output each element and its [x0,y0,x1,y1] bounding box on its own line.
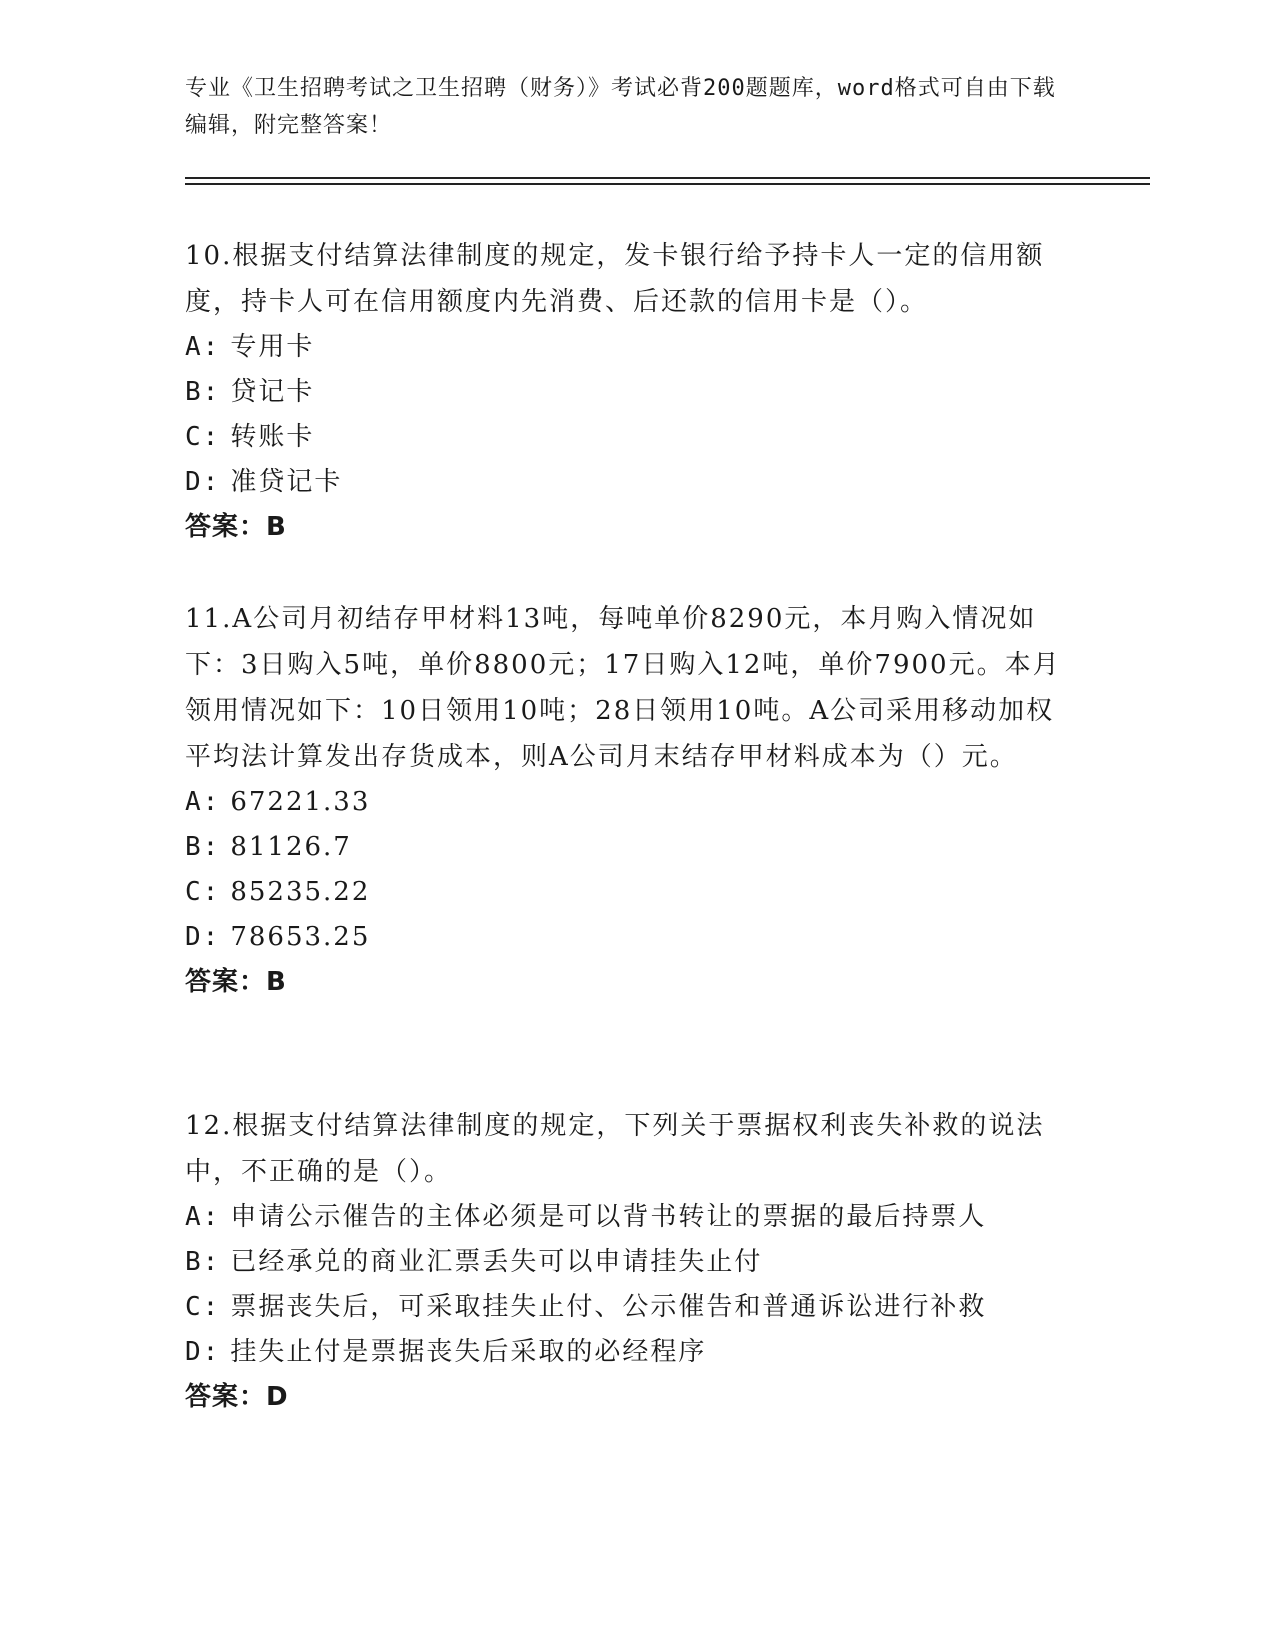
header-divider-bottom [185,183,1150,185]
question-stem: 10.根据支付结算法律制度的规定，发卡银行给予持卡人一定的信用额度，持卡人可在信用额度内先消费、后还款的信用卡是（）。 [185,241,1045,317]
option-a [185,1195,1075,1240]
option-label: C: [185,877,221,907]
option-label: C: [185,422,221,452]
option-label: D: [185,1337,221,1367]
option-d [185,1330,1075,1375]
option-c [185,415,1075,460]
answer-line: 答案：B [185,512,287,542]
option-text: 85235.22 [230,877,371,907]
option-text: 81126.7 [230,832,352,862]
option-text: 67221.33 [230,787,371,817]
question-stem: 12.根据支付结算法律制度的规定，下列关于票据权利丧失补救的说法中，不正确的是（）。 [185,1111,1045,1187]
option-b [185,825,1075,870]
option-a [185,780,1075,825]
option-text: 申请公示催告的主体必须是可以背书转让的票据的最后持票人 [230,1202,987,1232]
option-c [185,1285,1075,1330]
option-c [185,870,1075,915]
option-label: B: [185,377,221,407]
question-stem: 11.A公司月初结存甲材料13吨，每吨单价8290元，本月购入情况如下：3日购入5吨，单价8800元；17日购入12吨，单价7900元。本月领用情况如下：10日领用10吨；28日领用10吨。A公司采用移动加权平均法计算发出存货成本，则A公司月末结存甲材料成本为（）元。 [185,604,1061,772]
option-text: 78653.25 [230,922,371,952]
option-text: 票据丧失后，可采取挂失止付、公示催告和普通诉讼进行补救 [230,1292,987,1322]
document-header: 专业《卫生招聘考试之卫生招聘（财务）》考试必背200题题库，word格式可自由下载编辑，附完整答案！ [185,76,1056,138]
option-label: A: [185,1202,221,1232]
option-label: B: [185,1247,221,1277]
option-label: B: [185,832,221,862]
option-a [185,325,1075,370]
option-b [185,1240,1075,1285]
option-text: 挂失止付是票据丧失后采取的必经程序 [230,1337,707,1367]
question-11 [185,596,1075,1005]
option-b [185,370,1075,415]
option-label: A: [185,787,221,817]
option-d [185,915,1075,960]
answer-line: 答案：D [185,1382,289,1412]
option-d [185,460,1075,505]
answer-line: 答案：B [185,967,287,997]
option-text: 转账卡 [230,422,315,452]
option-label: D: [185,922,221,952]
header-divider-top [185,177,1150,179]
option-text: 贷记卡 [230,377,315,407]
option-text: 专用卡 [230,332,315,362]
option-text: 已经承兑的商业汇票丢失可以申请挂失止付 [230,1247,763,1277]
option-text: 准贷记卡 [230,467,343,497]
question-12 [185,1103,1075,1420]
question-10 [185,233,1075,550]
option-label: A: [185,332,221,362]
option-label: C: [185,1292,221,1322]
option-label: D: [185,467,221,497]
